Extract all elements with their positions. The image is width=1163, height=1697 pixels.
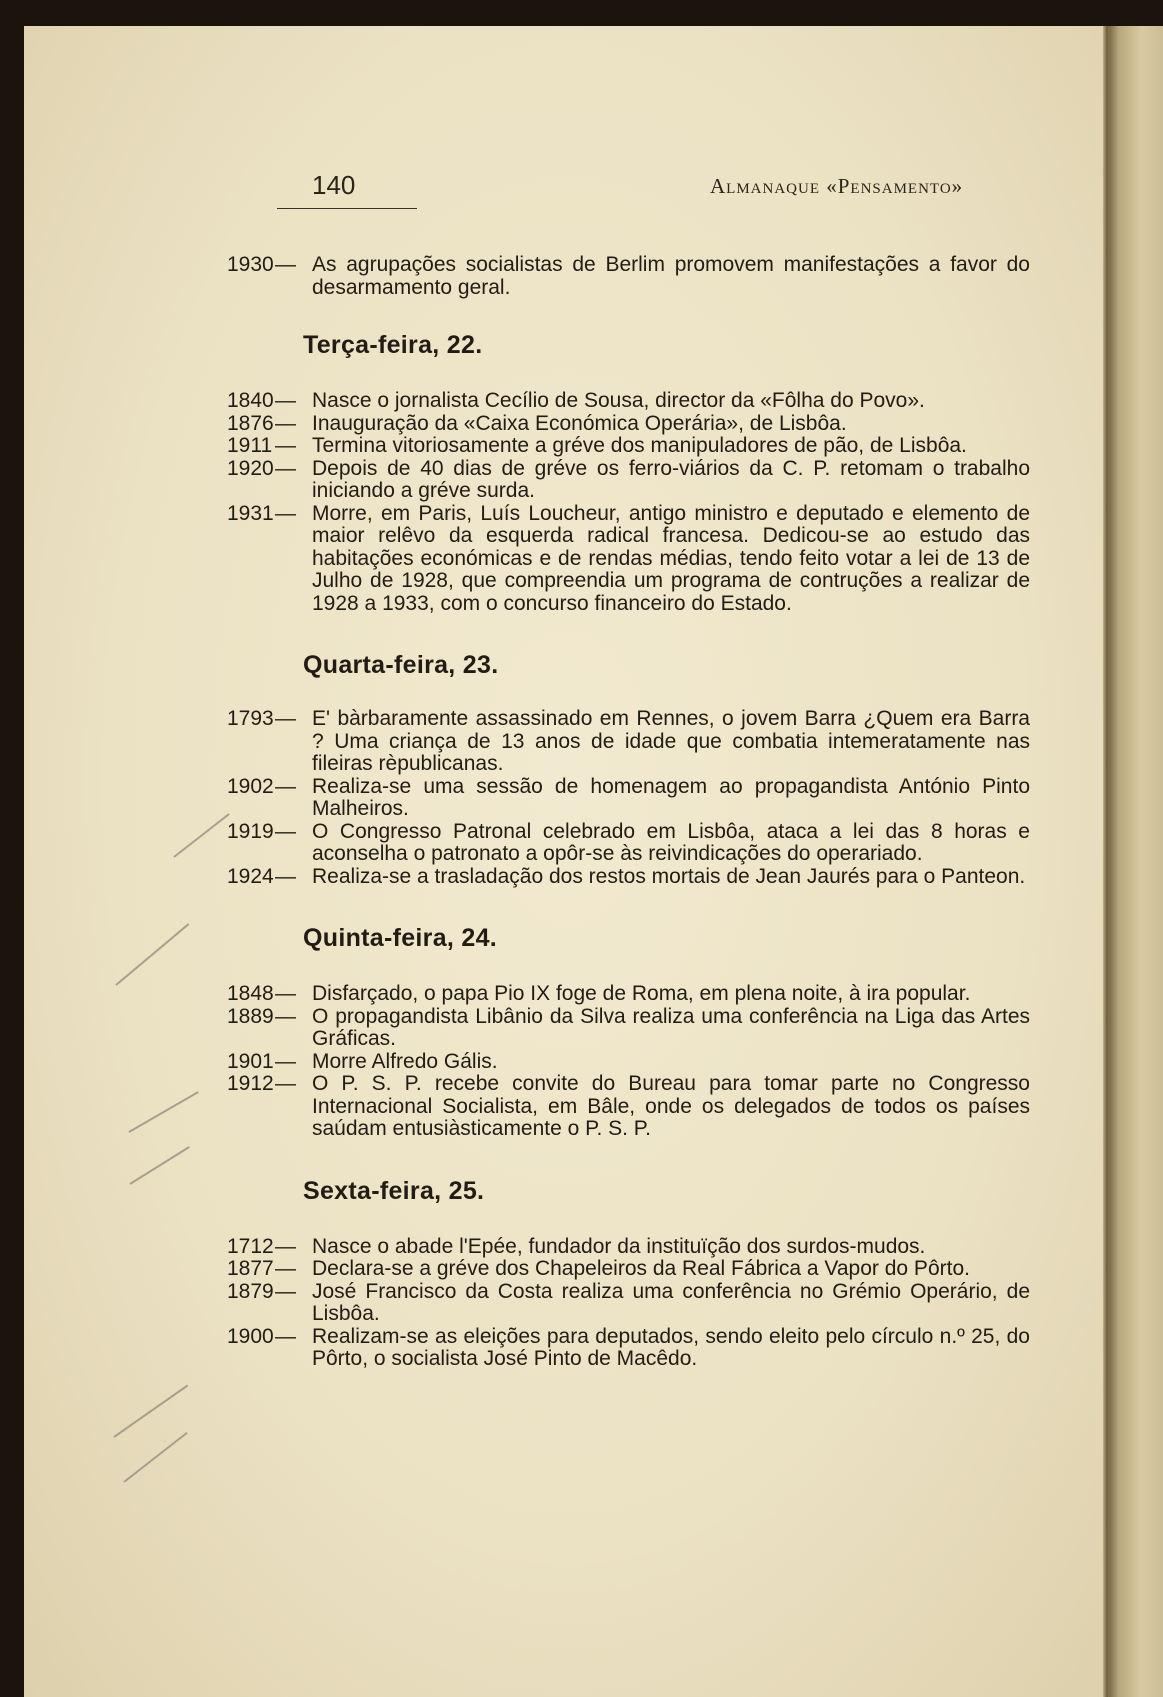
page-header bbox=[24, 170, 1109, 210]
entry-text: Declara-se a gréve dos Chapeleiros da Real Fábrica a Vapor do Pôrto. bbox=[312, 1257, 970, 1280]
entry-dash: — bbox=[275, 253, 296, 276]
entry-text: O propagandista Libânio da Silva realiza uma conferência na Liga das Artes Gráficas. bbox=[312, 1004, 1030, 1050]
entry-year: 1900 bbox=[227, 1324, 274, 1348]
adjacent-page-edge bbox=[1109, 26, 1163, 1697]
header-rule bbox=[277, 208, 417, 209]
entry-dash: — bbox=[275, 1049, 296, 1073]
entry-text: Termina vitoriosamente a gréve dos manipuladores de pão, de Lisbôa. bbox=[312, 434, 967, 457]
entry-year: 1902 bbox=[227, 774, 274, 798]
entry-text: Depois de 40 dias de gréve os ferro-viários da C. P. retomam o trabalho iniciando a gréve surda. bbox=[312, 456, 1030, 502]
entry-dash: — bbox=[275, 1004, 296, 1028]
running-title: Almanaque «Pensamento» bbox=[710, 174, 964, 198]
entry-dash: — bbox=[275, 864, 296, 888]
entry-dash: — bbox=[275, 434, 296, 457]
entry-dash: — bbox=[275, 982, 296, 1005]
entry-year: 1930 bbox=[227, 253, 274, 276]
entry-text: O P. S. P. recebe convite do Bureau para tomar parte no Congresso Internacional Socialista, em Bâle, onde os delegados de todos os países saúdam entusiàsticamente o P. S. P. bbox=[312, 1072, 1030, 1140]
entry-dash: — bbox=[275, 1072, 296, 1095]
entry-text: Nasce o jornalista Cecílio de Sousa, director da «Fôlha do Povo». bbox=[312, 389, 925, 412]
day-heading: Quarta-feira, 23. bbox=[303, 651, 499, 679]
entry-dash: — bbox=[275, 456, 296, 480]
chronology-entry bbox=[227, 435, 1030, 458]
page-number: 140 bbox=[312, 170, 356, 200]
entry-dash: — bbox=[275, 1279, 296, 1303]
chronology-entry bbox=[227, 458, 1030, 503]
entry-text: Realizam-se as eleições para deputados, sendo eleito pelo círculo n.º 25, do Pôrto, o socialista José Pinto de Macêdo. bbox=[312, 1324, 1030, 1370]
chronology-entry bbox=[227, 1006, 1030, 1051]
entry-dash: — bbox=[275, 819, 296, 843]
entry-year: 1712 bbox=[227, 1234, 274, 1258]
pencil-mark bbox=[123, 1432, 187, 1483]
entry-year: 1901 bbox=[227, 1049, 274, 1073]
entry-year: 1911 bbox=[227, 434, 273, 457]
entry-dash: — bbox=[275, 1324, 296, 1348]
chronology-entry bbox=[227, 983, 1030, 1006]
entry-year: 1912 bbox=[227, 1072, 274, 1095]
chronology-entry bbox=[227, 776, 1030, 821]
chronology-entry bbox=[227, 866, 1030, 889]
entry-year: 1877 bbox=[227, 1257, 274, 1280]
chronology-entry bbox=[227, 1051, 1030, 1074]
chronology-entry bbox=[227, 1281, 1030, 1326]
chronology-entry bbox=[227, 1326, 1030, 1371]
book-page bbox=[24, 26, 1109, 1697]
entry-text: Disfarçado, o papa Pio IX foge de Roma, em plena noite, à ira popular. bbox=[312, 982, 971, 1005]
entry-text: Morre Alfredo Gális. bbox=[312, 1049, 498, 1073]
day-heading: Terça-feira, 22. bbox=[303, 331, 483, 359]
chronology-entry bbox=[227, 503, 1030, 616]
entry-text: O Congresso Patronal celebrado em Lisbôa, ataca a lei das 8 horas e aconselha o patronato a opôr-se às reivindicações do operariado. bbox=[312, 819, 1030, 865]
entry-dash: — bbox=[275, 1257, 296, 1280]
day-section bbox=[24, 254, 1109, 299]
entry-year: 1919 bbox=[227, 819, 274, 843]
entry-year: 1848 bbox=[227, 982, 274, 1005]
chronology-entry bbox=[227, 254, 1030, 299]
day-section bbox=[24, 651, 1109, 888]
day-heading: Quinta-feira, 24. bbox=[303, 924, 498, 952]
entry-dash: — bbox=[275, 501, 296, 525]
day-section bbox=[24, 331, 1109, 615]
entry-dash: — bbox=[275, 389, 296, 412]
pencil-mark bbox=[113, 1385, 188, 1438]
entry-dash: — bbox=[275, 774, 296, 798]
entry-text: Realiza-se uma sessão de homenagem ao propagandista António Pinto Malheiros. bbox=[312, 774, 1030, 820]
entry-text: Realiza-se a trasladação dos restos mortais de Jean Jaurés para o Panteon. bbox=[312, 864, 1026, 888]
entry-year: 1889 bbox=[227, 1004, 274, 1028]
entry-year: 1931 bbox=[227, 501, 274, 525]
entry-year: 1920 bbox=[227, 456, 274, 480]
entry-year: 1793 bbox=[227, 707, 274, 730]
chronology-entry bbox=[227, 1236, 1030, 1259]
entry-text: E' bàrbaramente assassinado em Rennes, o jovem Barra ¿Quem era Barra ? Uma criança de 13 anos de idade que combatia intemeratamente nas fileiras rèpublicanas. bbox=[312, 707, 1030, 775]
entry-text: Morre, em Paris, Luís Loucheur, antigo ministro e deputado e elemento de maior relêvo da esquerda radical francesa. Dedicou-se ao estudo das habitações económicas e de rendas médias, tendo feito votar a lei de 13 de Julho de 1928, que compreendia um programa de contruções a realizar de 1928 a 1933, com o concurso financeiro do Estado. bbox=[312, 501, 1030, 615]
chronology-entry bbox=[227, 390, 1030, 413]
day-heading: Sexta-feira, 25. bbox=[303, 1176, 485, 1205]
entry-year: 1876 bbox=[227, 411, 274, 435]
entry-dash: — bbox=[275, 1234, 296, 1258]
chronology-entry bbox=[227, 1073, 1030, 1141]
entry-year: 1879 bbox=[227, 1279, 274, 1303]
chronology-entry bbox=[227, 708, 1030, 776]
chronology-entry bbox=[227, 1258, 1030, 1281]
entry-year: 1840 bbox=[227, 389, 274, 412]
entry-text: José Francisco da Costa realiza uma conferência no Grémio Operário, de Lisbôa. bbox=[312, 1279, 1030, 1325]
entry-dash: — bbox=[275, 411, 296, 435]
entry-text: As agrupações socialistas de Berlim promovem manifestações a favor do desarmamento geral. bbox=[312, 253, 1030, 299]
day-section bbox=[24, 924, 1109, 1141]
entry-dash: — bbox=[275, 707, 296, 730]
page-content bbox=[24, 254, 1109, 1371]
entry-text: Nasce o abade l'Epée, fundador da instituïção dos surdos-mudos. bbox=[312, 1234, 926, 1258]
entry-text: Inauguração da «Caixa Económica Operária», de Lisbôa. bbox=[312, 411, 847, 435]
day-section bbox=[24, 1177, 1109, 1371]
entry-year: 1924 bbox=[227, 864, 274, 888]
chronology-entry bbox=[227, 413, 1030, 436]
chronology-entry bbox=[227, 821, 1030, 866]
